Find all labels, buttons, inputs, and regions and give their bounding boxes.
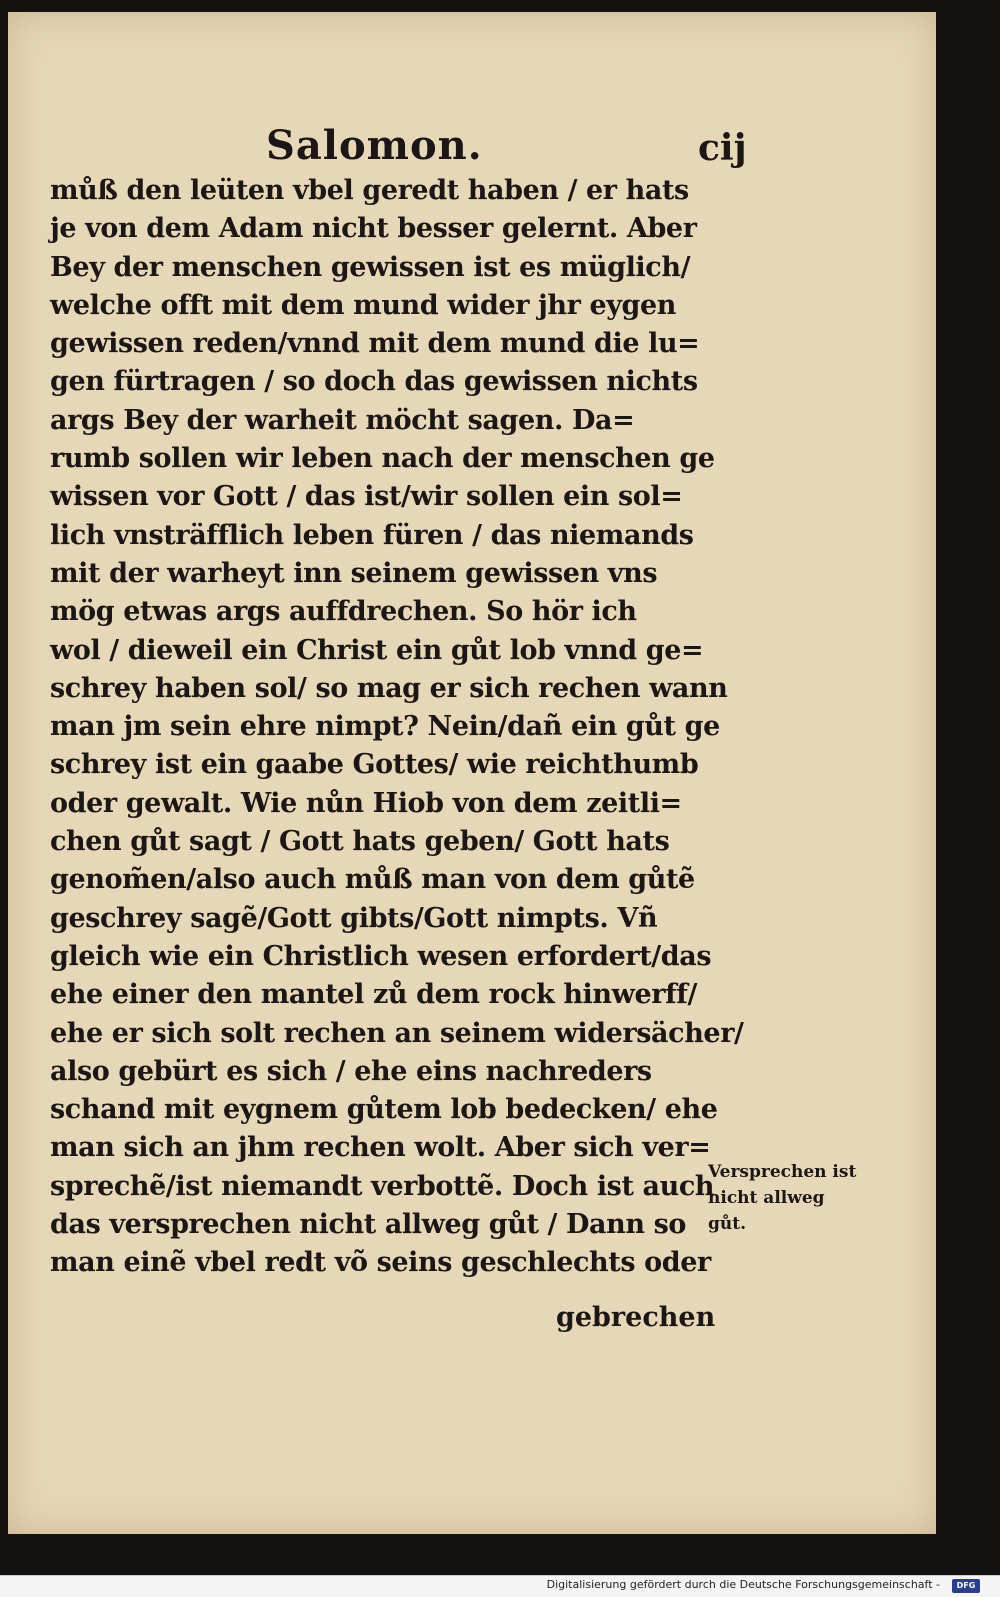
text-line: schrey ist ein gaabe Gottes/ wie reichthumb (50, 749, 699, 781)
folio-number: cij (698, 127, 747, 169)
text-line: ehe einer den mantel zů dem rock hinwerff/ (50, 979, 697, 1011)
text-line: ehe er sich solt rechen an seinem widersächer/ (50, 1017, 744, 1049)
text-line: schrey haben sol/ so mag er sich rechen wann (50, 672, 728, 704)
text-line: welche offt mit dem mund wider jhr eygen (50, 289, 677, 321)
text-line: wol / dieweil ein Christ ein gůt lob vnnd ge= (50, 634, 704, 666)
text-line: schand mit eygnem gůtem lob bedecken/ ehe (50, 1094, 718, 1126)
dfg-logo: DFG (952, 1579, 980, 1593)
text-line: rumb sollen wir leben nach der menschen ge (50, 443, 715, 475)
book-page (8, 12, 936, 1534)
running-head: Salomon. (266, 122, 483, 169)
text-line: je von dem Adam nicht besser gelernt. Aber (50, 213, 697, 245)
text-line: lich vnsträfflich leben füren / das niemands (50, 519, 694, 551)
text-line: geschrey sagẽ/Gott gibts/Gott nimpts. Vñ (50, 902, 658, 934)
funding-credit: Digitalisierung gefördert durch die Deutsche Forschungsgemeinschaft - (546, 1578, 940, 1591)
text-line: mit der warheyt inn seinem gewissen vns (50, 557, 658, 589)
text-line: args Bey der warheit möcht sagen. Da= (50, 404, 635, 436)
text-line: gewissen reden/vnnd mit dem mund die lu= (50, 328, 700, 360)
text-line: gleich wie ein Christlich wesen erfordert/das (50, 940, 712, 972)
marginal-line: Versprechen ist (708, 1162, 857, 1182)
catchword: gebrechen (556, 1302, 716, 1333)
text-line: oder gewalt. Wie nůn Hiob von dem zeitli= (50, 787, 682, 819)
text-line: wissen vor Gott / das ist/wir sollen ein sol= (50, 481, 683, 513)
text-line: man einẽ vbel redt võ seins geschlechts oder (50, 1247, 711, 1279)
text-line: genom̃en/also auch můß man von dem gůtẽ (50, 864, 695, 896)
text-line: gen fürtragen / so doch das gewissen nichts (50, 366, 698, 398)
body-text (50, 172, 744, 1283)
text-line: also gebürt es sich / ehe eins nachreders (50, 1055, 652, 1087)
text-line: man jm sein ehre nimpt? Nein/dañ ein gůt ge (50, 711, 720, 743)
text-line: sprechẽ/ist niemandt verbottẽ. Doch ist auch (50, 1170, 715, 1202)
text-line: das versprechen nicht allweg gůt / Dann so (50, 1209, 686, 1241)
text-line: mög etwas args auffdrechen. So hör ich (50, 596, 637, 628)
text-line: Bey der menschen gewissen ist es müglich/ (50, 251, 691, 283)
text-line: chen gůt sagt / Gott hats geben/ Gott hats (50, 826, 670, 858)
text-line: man sich an jhm rechen wolt. Aber sich ver= (50, 1132, 711, 1164)
text-line: můß den leüten vbel geredt haben / er hats (50, 175, 689, 206)
marginal-line: nicht allweg (708, 1188, 825, 1208)
marginal-note (708, 1159, 908, 1237)
marginal-line: gůt. (708, 1214, 747, 1234)
footer-bar (0, 1575, 1000, 1597)
